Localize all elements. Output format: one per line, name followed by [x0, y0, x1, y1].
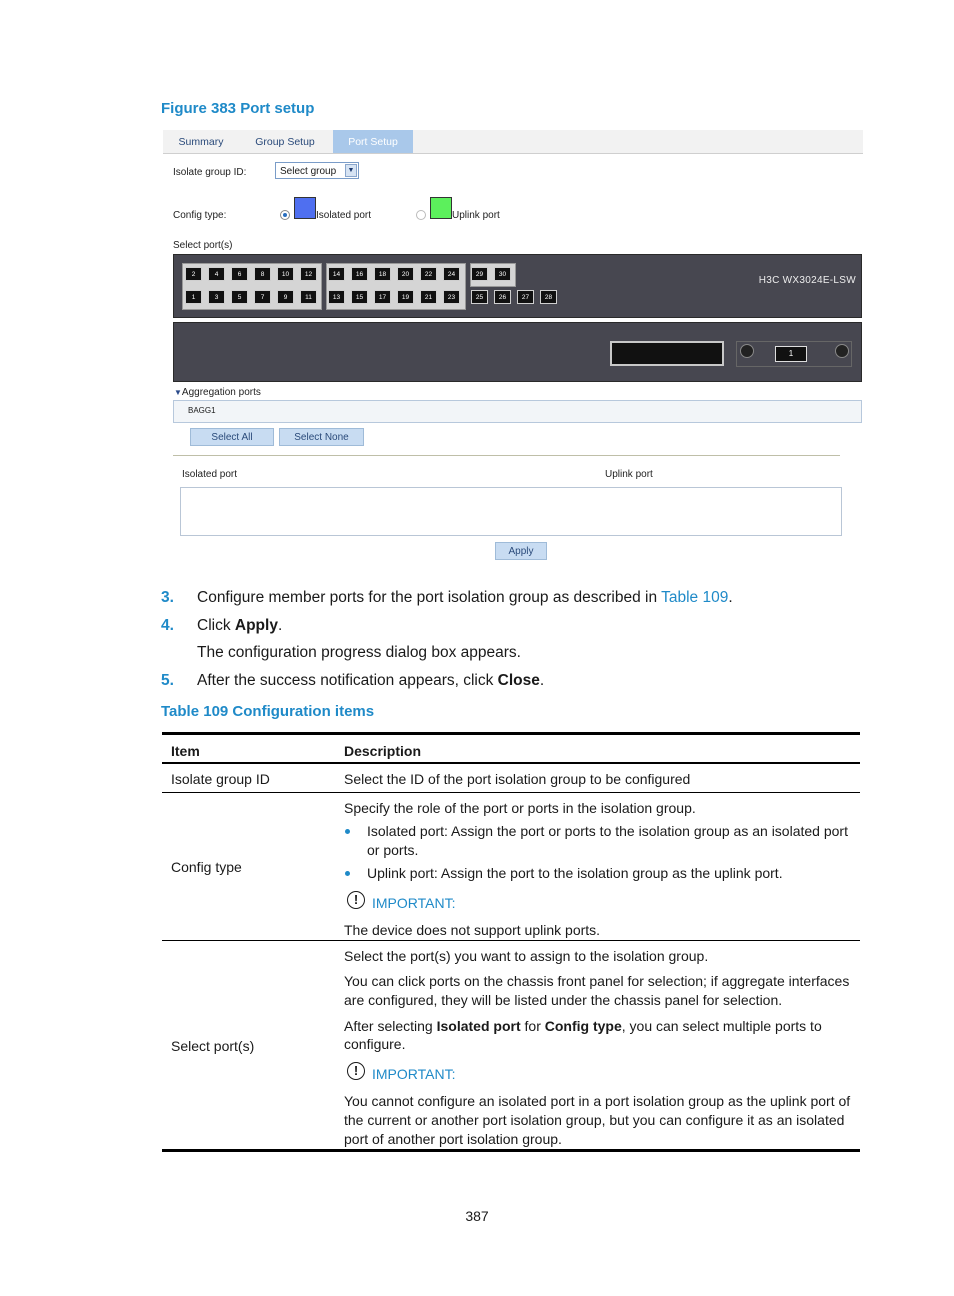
isolate-group-label: Isolate group ID:	[173, 167, 247, 178]
aggregation-label: Aggregation ports	[181, 387, 261, 398]
select-none-button[interactable]: Select None	[279, 428, 364, 446]
uplink-color-swatch	[430, 197, 452, 219]
result-box	[180, 487, 842, 536]
step-text: Configure member ports for the port isolation group as described in Table 109.	[197, 589, 733, 606]
isolated-port-result-label: Isolated port	[182, 469, 238, 480]
row-item: Isolate group ID	[171, 771, 270, 787]
tab-group-setup[interactable]: Group Setup	[255, 136, 315, 148]
step-number: 5.	[161, 672, 174, 689]
uplink-port-result-label: Uplink port	[605, 469, 653, 480]
module-slot	[736, 341, 852, 367]
row-description: configure.	[344, 1036, 406, 1052]
important-note: the current or another port isolation group, but you can configure it as an isolated	[344, 1112, 845, 1128]
page-number: 387	[465, 1208, 489, 1224]
important-note: The device does not support uplink ports.	[344, 922, 601, 938]
radio-uplink[interactable]	[416, 210, 426, 220]
isolated-color-swatch	[294, 197, 316, 219]
screw-icon	[740, 344, 754, 358]
slot-port[interactable]: 1	[775, 346, 807, 362]
table-caption: Table 109 Configuration items	[161, 703, 375, 720]
radio-isolated-label: Isolated port	[316, 210, 372, 221]
port-19[interactable]: 19	[397, 290, 414, 304]
important-label: IMPORTANT:	[372, 1066, 456, 1082]
important-note: port of another port isolation group.	[344, 1131, 562, 1147]
port-15[interactable]: 15	[351, 290, 368, 304]
step-note: The configuration progress dialog box appears.	[197, 644, 521, 661]
aggregation-item[interactable]: BAGG1	[188, 406, 216, 415]
aggregation-list	[173, 400, 862, 423]
bullet-icon	[345, 871, 350, 876]
row-description: You can click ports on the chassis front panel for selection; if aggregate interfaces	[344, 973, 850, 989]
table-bottom-rule	[162, 1149, 860, 1152]
port-25[interactable]: 25	[471, 290, 488, 304]
table-top-rule	[162, 732, 860, 735]
port-5[interactable]: 5	[231, 290, 248, 304]
port-23[interactable]: 23	[443, 290, 460, 304]
aggregation-header[interactable]	[174, 387, 261, 398]
header-description: Description	[344, 743, 422, 759]
step-text: Click Apply.	[197, 617, 283, 634]
port-2[interactable]: 2	[185, 267, 202, 281]
port-30[interactable]: 30	[494, 267, 511, 281]
chassis-front-panel	[173, 254, 862, 318]
select-value: Select group	[280, 166, 337, 177]
port-18[interactable]: 18	[374, 267, 391, 281]
port-22[interactable]: 22	[420, 267, 437, 281]
triangle-down-icon: ▼	[174, 388, 182, 397]
port-17[interactable]: 17	[374, 290, 391, 304]
port-13[interactable]: 13	[328, 290, 345, 304]
tab-summary[interactable]: Summary	[178, 136, 224, 148]
bullet-icon	[345, 829, 350, 834]
important-icon: !	[347, 891, 365, 909]
config-type-label: Config type:	[173, 210, 227, 221]
step-number: 3.	[161, 589, 174, 606]
important-note: You cannot configure an isolated port in a port isolation group as the uplink port of	[344, 1093, 851, 1109]
port-24[interactable]: 24	[443, 267, 460, 281]
bullet-text: Isolated port: Assign the port or ports to the isolation group as an isolated port	[367, 823, 848, 839]
row-description: are configured, they will be listed under the chassis panel for selection.	[344, 992, 783, 1008]
select-ports-label: Select port(s)	[173, 240, 233, 251]
important-label: IMPORTANT:	[372, 895, 456, 911]
row-rule	[162, 792, 860, 793]
port-4[interactable]: 4	[208, 267, 225, 281]
port-20[interactable]: 20	[397, 267, 414, 281]
port-8[interactable]: 8	[254, 267, 271, 281]
expansion-slot	[610, 341, 724, 366]
tab-port-setup[interactable]: Port Setup	[333, 130, 413, 153]
select-all-button[interactable]: Select All	[190, 428, 274, 446]
port-3[interactable]: 3	[208, 290, 225, 304]
bullet-text: Uplink port: Assign the port to the isolation group as the uplink port.	[367, 865, 783, 881]
chevron-down-icon: ▼	[345, 164, 357, 177]
step-number: 4.	[161, 617, 174, 634]
divider	[173, 455, 840, 456]
screw-icon	[835, 344, 849, 358]
port-12[interactable]: 12	[300, 267, 317, 281]
port-11[interactable]: 11	[300, 290, 317, 304]
port-29[interactable]: 29	[471, 267, 488, 281]
figure-caption: Figure 383 Port setup	[161, 100, 315, 117]
port-6[interactable]: 6	[231, 267, 248, 281]
header-rule	[162, 762, 860, 764]
bullet-text: or ports.	[367, 842, 419, 858]
port-16[interactable]: 16	[351, 267, 368, 281]
isolate-group-select[interactable]	[275, 162, 359, 179]
port-26[interactable]: 26	[494, 290, 511, 304]
row-description: Select the port(s) you want to assign to the isolation group.	[344, 948, 709, 964]
row-description: After selecting Isolated port for Config type, you can select multiple ports to	[344, 1018, 822, 1034]
row-description: Select the ID of the port isolation group to be configured	[344, 771, 691, 787]
apply-button[interactable]: Apply	[495, 542, 547, 560]
port-27[interactable]: 27	[517, 290, 534, 304]
header-item: Item	[171, 743, 200, 759]
chassis-expansion-panel	[173, 322, 862, 382]
port-21[interactable]: 21	[420, 290, 437, 304]
row-item: Select port(s)	[171, 1038, 255, 1054]
chassis-model: H3C WX3024E-LSW	[758, 275, 856, 286]
port-9[interactable]: 9	[277, 290, 294, 304]
row-item: Config type	[171, 859, 242, 875]
table-link[interactable]: Table 109	[661, 589, 729, 606]
port-14[interactable]: 14	[328, 267, 345, 281]
port-1[interactable]: 1	[185, 290, 202, 304]
tab-bar	[163, 130, 863, 154]
port-28[interactable]: 28	[540, 290, 557, 304]
row-description: Specify the role of the port or ports in the isolation group.	[344, 800, 696, 816]
port-7[interactable]: 7	[254, 290, 271, 304]
row-rule	[162, 940, 860, 941]
important-icon: !	[347, 1062, 365, 1080]
radio-uplink-label: Uplink port	[452, 210, 500, 221]
port-10[interactable]: 10	[277, 267, 294, 281]
step-text: After the success notification appears, click Close.	[197, 672, 545, 689]
radio-isolated[interactable]	[280, 210, 290, 220]
